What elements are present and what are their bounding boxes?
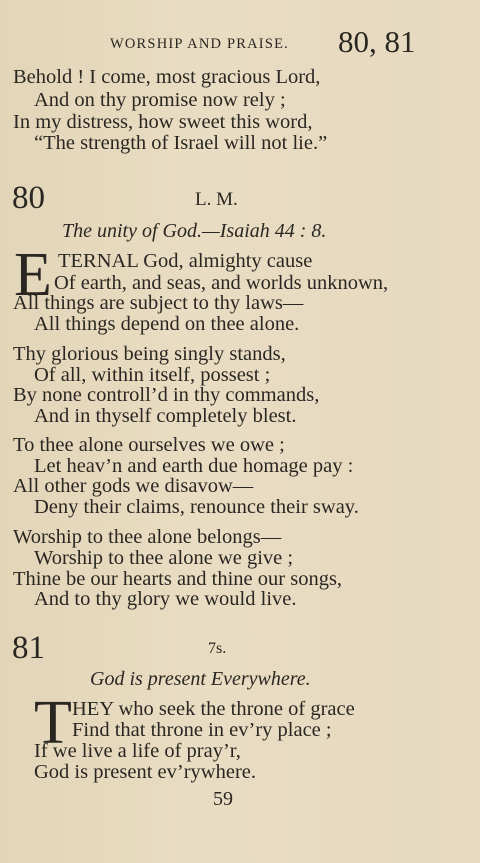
verse-line: In my distress, how sweet this word, [13, 111, 313, 133]
drop-cap-letter: E [14, 241, 52, 309]
drop-cap-letter: T [34, 689, 72, 757]
hymn-meter: L. M. [195, 189, 238, 210]
verse-line: Worship to thee alone belongs— [13, 526, 282, 548]
verse-line: If we live a life of pray’r, [34, 740, 241, 762]
verse-line: By none controll’d in thy commands, [13, 384, 320, 406]
verse-line: And in thyself completely blest. [34, 405, 297, 427]
verse-line: Let heav’n and earth due homage pay : [34, 455, 354, 477]
hymn-number: 80 [12, 180, 45, 216]
hymn-number: 81 [12, 630, 45, 666]
verse-line: And on thy promise now rely ; [34, 89, 286, 111]
running-header-title: WORSHIP AND PRAISE. [110, 36, 289, 52]
verse-line: Behold ! I come, most gracious Lord, [13, 66, 321, 88]
verse-line: All things are subject to thy laws— [13, 292, 304, 314]
verse-line: All other gods we disavow— [13, 475, 254, 497]
verse-line: Of earth, and seas, and worlds unknown, [54, 272, 389, 294]
verse-line: God is present ev’rywhere. [34, 761, 257, 783]
verse-line: Find that throne in ev’ry place ; [72, 719, 332, 741]
verse-line: To thee alone ourselves we owe ; [13, 434, 285, 456]
page-number: 59 [213, 788, 233, 810]
verse-line: And to thy glory we would live. [34, 588, 297, 610]
verse-line: Of all, within itself, possest ; [34, 364, 271, 386]
verse-line: Worship to thee alone we give ; [34, 547, 294, 569]
hymn-subtitle: God is present Everywhere. [90, 668, 311, 690]
verse-line: Thine be our hearts and thine our songs, [13, 568, 343, 590]
running-header-hymn-numbers: 80, 81 [338, 24, 416, 59]
hymn-subtitle: The unity of God.—Isaiah 44 : 8. [62, 220, 327, 242]
verse-line: Deny their claims, renounce their sway. [34, 496, 359, 518]
verse-line: All things depend on thee alone. [34, 313, 300, 335]
verse-line: HEY who seek the throne of grace [72, 698, 355, 720]
verse-line: TERNAL God, almighty cause [58, 250, 313, 272]
hymn-meter: 7s. [208, 640, 227, 657]
verse-line: “The strength of Israel will not lie.” [34, 132, 328, 154]
verse-line: Thy glorious being singly stands, [13, 343, 286, 365]
